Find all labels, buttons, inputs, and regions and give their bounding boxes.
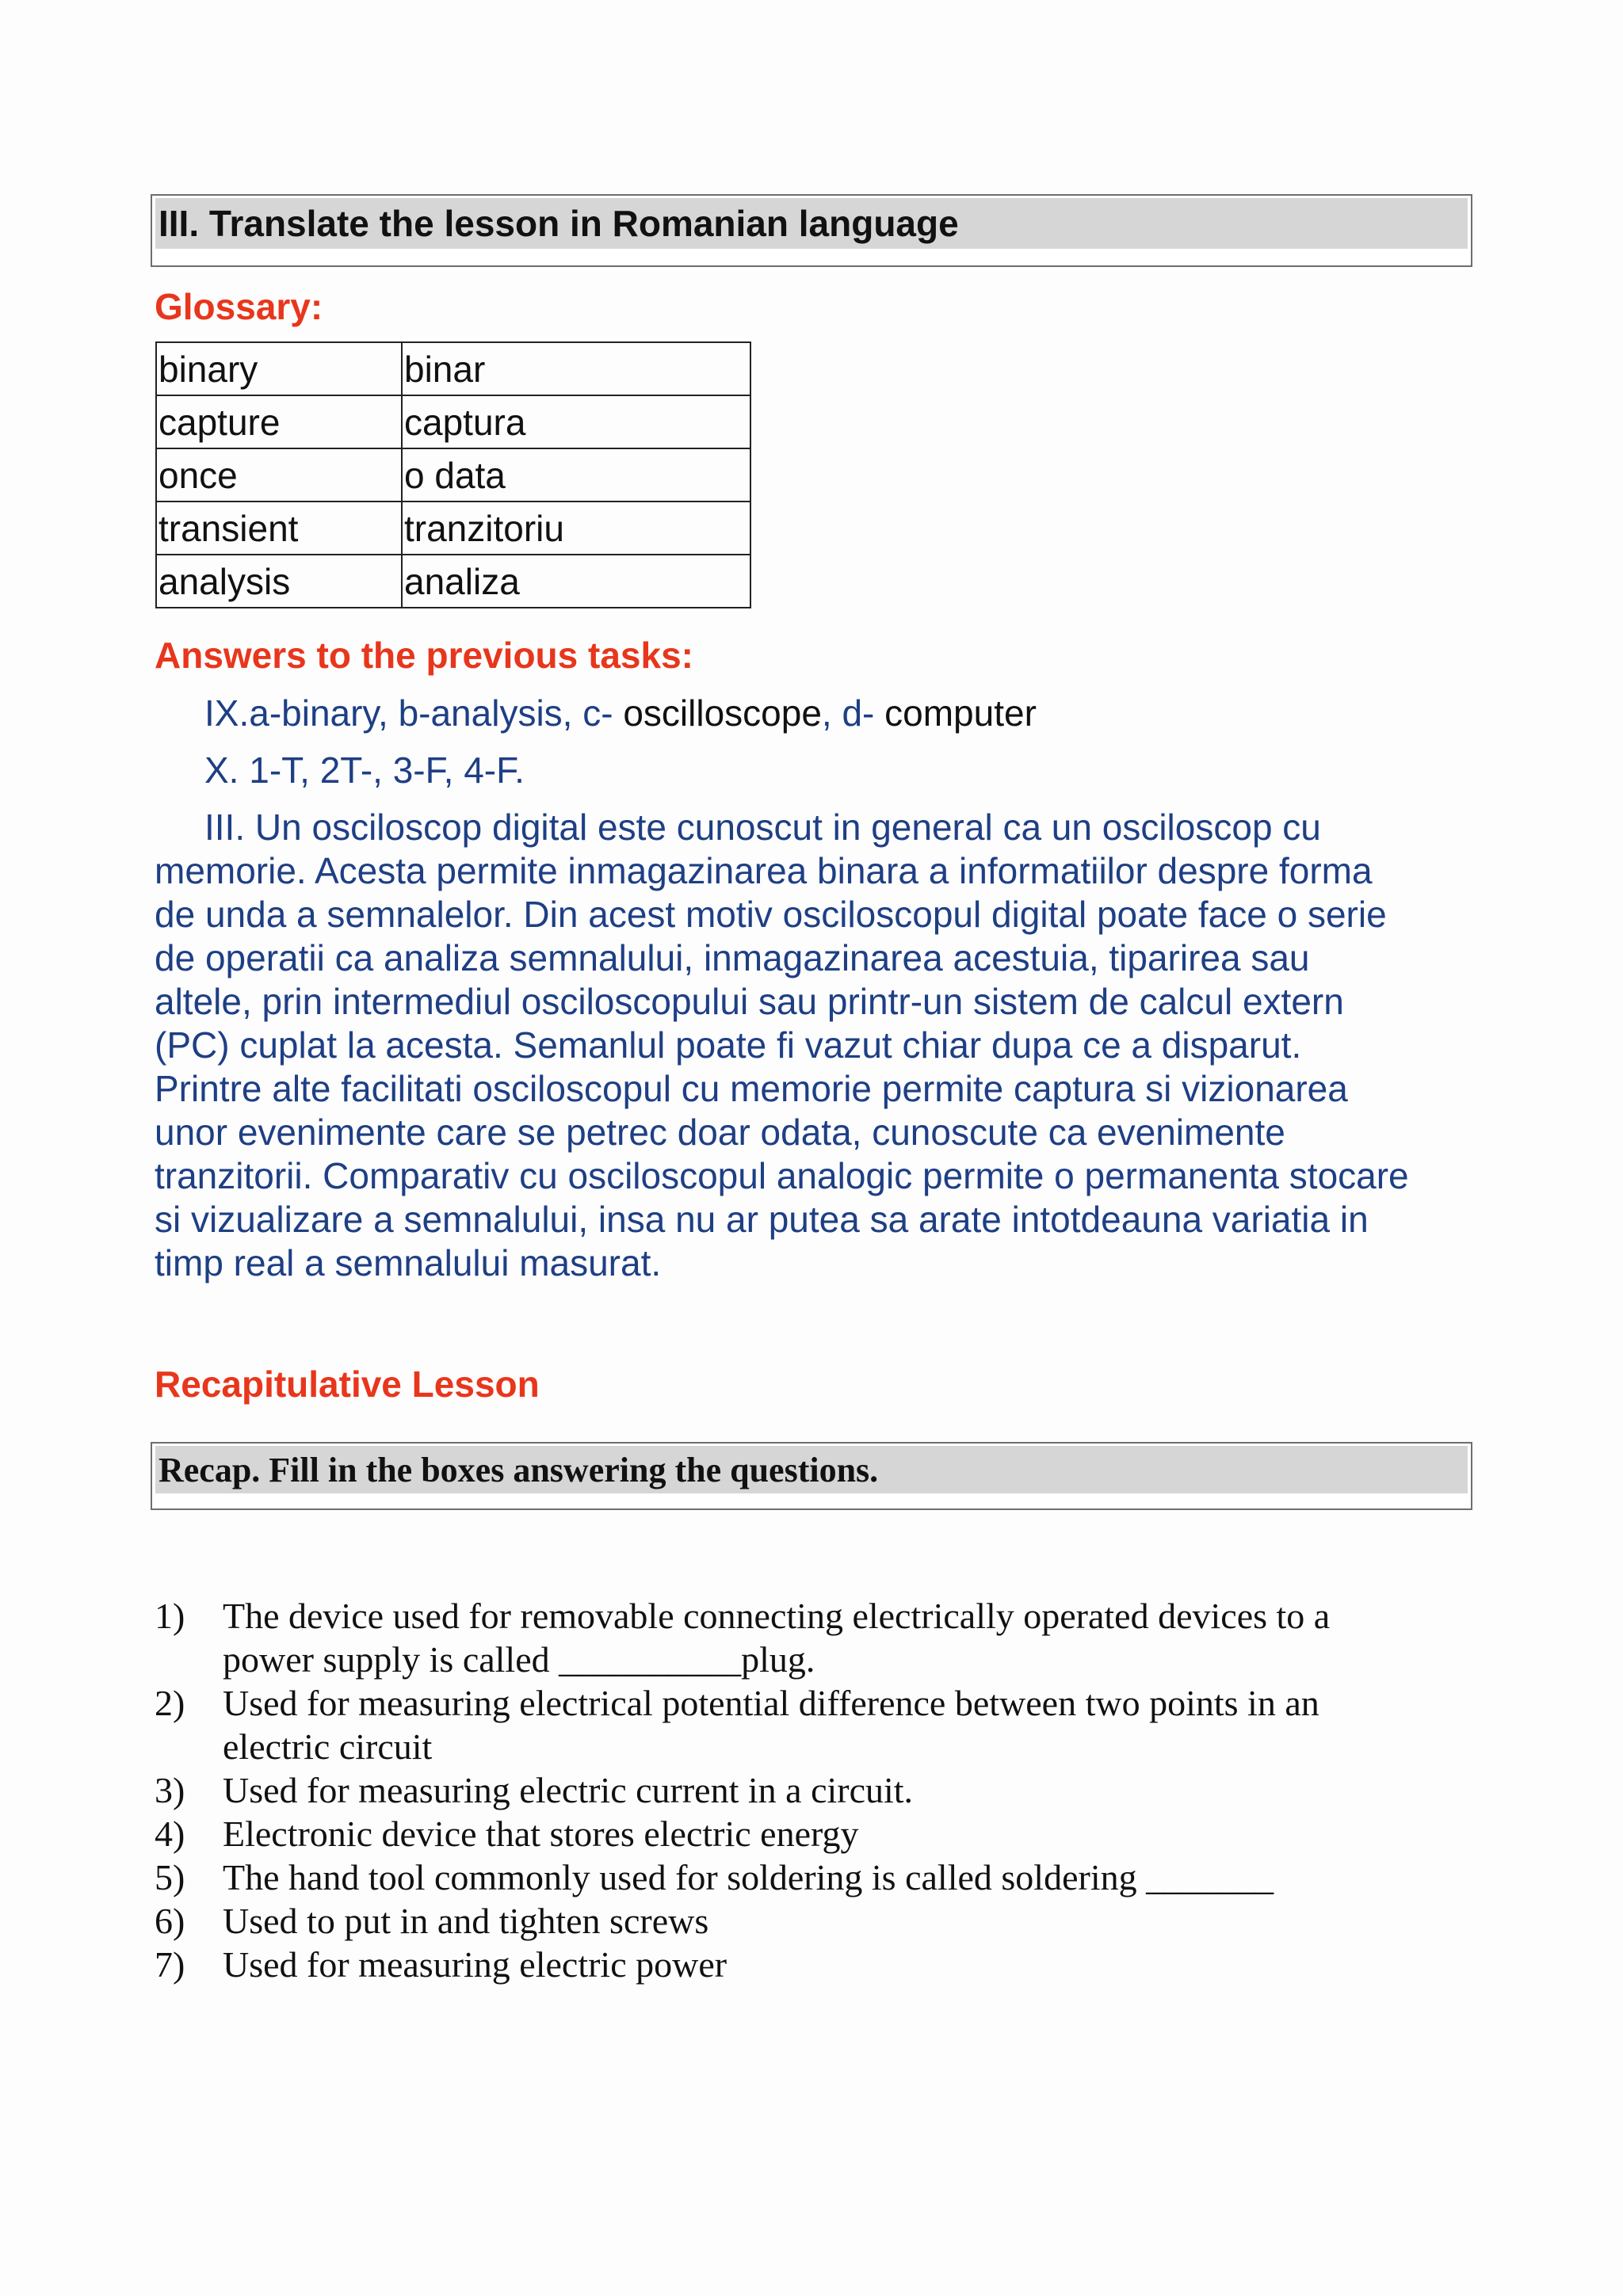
question-number: 4) — [155, 1814, 185, 1854]
answer-ix-d: computer — [874, 692, 1037, 734]
answers-title: Answers to the previous tasks: — [155, 635, 693, 676]
translation-line: tranzitorii. Comparativ cu osciloscopul analogic permite o permanenta stocare — [155, 1155, 1409, 1196]
question-item — [155, 1943, 1486, 1986]
glossary-row — [156, 502, 750, 555]
translation-line: Printre alte facilitati osciloscopul cu memorie permite captura si vizionarea — [155, 1068, 1348, 1109]
glossary-term: capture — [156, 395, 402, 448]
glossary-title: Glossary: — [155, 286, 323, 327]
glossary-row — [156, 342, 750, 395]
translation-line: si vizualizare a semnalului, insa nu ar putea sa arate intotdeauna variatia in — [155, 1199, 1369, 1240]
glossary-translation: tranzitoriu — [402, 502, 750, 555]
translation-line: de unda a semnalelor. Din acest motiv osciloscopul digital poate face o serie — [155, 894, 1387, 935]
question-line: The device used for removable connecting electrically operated devices to a — [223, 1596, 1331, 1636]
recap-heading: Recap. Fill in the boxes answering the questions. — [155, 1446, 1468, 1493]
question-number: 2) — [155, 1683, 185, 1723]
translation-paragraph — [155, 806, 1486, 1285]
recap-questions — [155, 1594, 1486, 1986]
question-text — [223, 1681, 1486, 1768]
translation-line: unor evenimente care se petrec doar odata, cunoscute ca evenimente — [155, 1112, 1285, 1153]
question-number: 7) — [155, 1944, 185, 1985]
glossary-row — [156, 555, 750, 608]
answer-ix-part-d: , d- — [821, 692, 875, 734]
recap-title: Recapitulative Lesson — [155, 1363, 540, 1405]
question-line: power supply is called __________plug. — [223, 1639, 815, 1680]
question-item — [155, 1681, 1486, 1768]
question-item — [155, 1594, 1486, 1681]
glossary-term: once — [156, 448, 402, 502]
section-3-header-box — [151, 194, 1472, 267]
question-text — [223, 1812, 1486, 1855]
question-line: Used for measuring electric current in a circuit. — [223, 1770, 914, 1810]
translation-line: (PC) cuplat la acesta. Semanlul poate fi vazut chiar dupa ce a disparut. — [155, 1024, 1302, 1066]
question-text — [223, 1899, 1486, 1943]
translation-line: de operatii ca analiza semnalului, inmagazinarea acestuia, tiparirea sau — [155, 937, 1310, 978]
recap-header-box — [151, 1442, 1472, 1510]
translation-line: timp real a semnalului masurat. — [155, 1242, 662, 1283]
glossary-translation: binar — [402, 342, 750, 395]
glossary-term: analysis — [156, 555, 402, 608]
question-number: 1) — [155, 1596, 185, 1636]
question-number: 5) — [155, 1857, 185, 1897]
question-line: Electronic device that stores electric energy — [223, 1814, 859, 1854]
question-number: 3) — [155, 1770, 185, 1810]
question-line: electric circuit — [223, 1726, 433, 1767]
question-item — [155, 1768, 1486, 1812]
glossary-row — [156, 448, 750, 502]
glossary-term: binary — [156, 342, 402, 395]
question-text — [223, 1943, 1486, 1986]
question-line: Used for measuring electric power — [223, 1944, 727, 1985]
answer-x: X. 1-T, 2T-, 3-F, 4-F. — [204, 749, 525, 791]
question-text — [223, 1594, 1486, 1681]
question-item — [155, 1855, 1486, 1899]
question-item — [155, 1899, 1486, 1943]
question-line: Used to put in and tighten screws — [223, 1901, 709, 1941]
glossary-translation: captura — [402, 395, 750, 448]
section-3-heading: III. Translate the lesson in Romanian language — [155, 198, 1468, 249]
glossary-term: transient — [156, 502, 402, 555]
glossary-row — [156, 395, 750, 448]
question-item — [155, 1812, 1486, 1855]
translation-line: memorie. Acesta permite inmagazinarea binara a informatiilor despre forma — [155, 850, 1373, 891]
glossary-translation: o data — [402, 448, 750, 502]
question-line: Used for measuring electrical potential difference between two points in an — [223, 1683, 1319, 1723]
answer-ix — [204, 692, 1037, 734]
translation-line: III. Un osciloscop digital este cunoscut in general ca un osciloscop cu — [204, 807, 1321, 848]
question-text — [223, 1855, 1486, 1899]
question-text — [223, 1768, 1486, 1812]
glossary-translation: analiza — [402, 555, 750, 608]
glossary-table — [155, 341, 751, 608]
answer-ix-part-a: IX.a-binary, b-analysis, c- — [204, 692, 613, 734]
question-line: The hand tool commonly used for soldering is called soldering _______ — [223, 1857, 1274, 1897]
translation-line: altele, prin intermediul osciloscopului sau printr-un sistem de calcul extern — [155, 981, 1344, 1022]
answer-ix-c: oscilloscope — [613, 692, 822, 734]
question-number: 6) — [155, 1901, 185, 1941]
